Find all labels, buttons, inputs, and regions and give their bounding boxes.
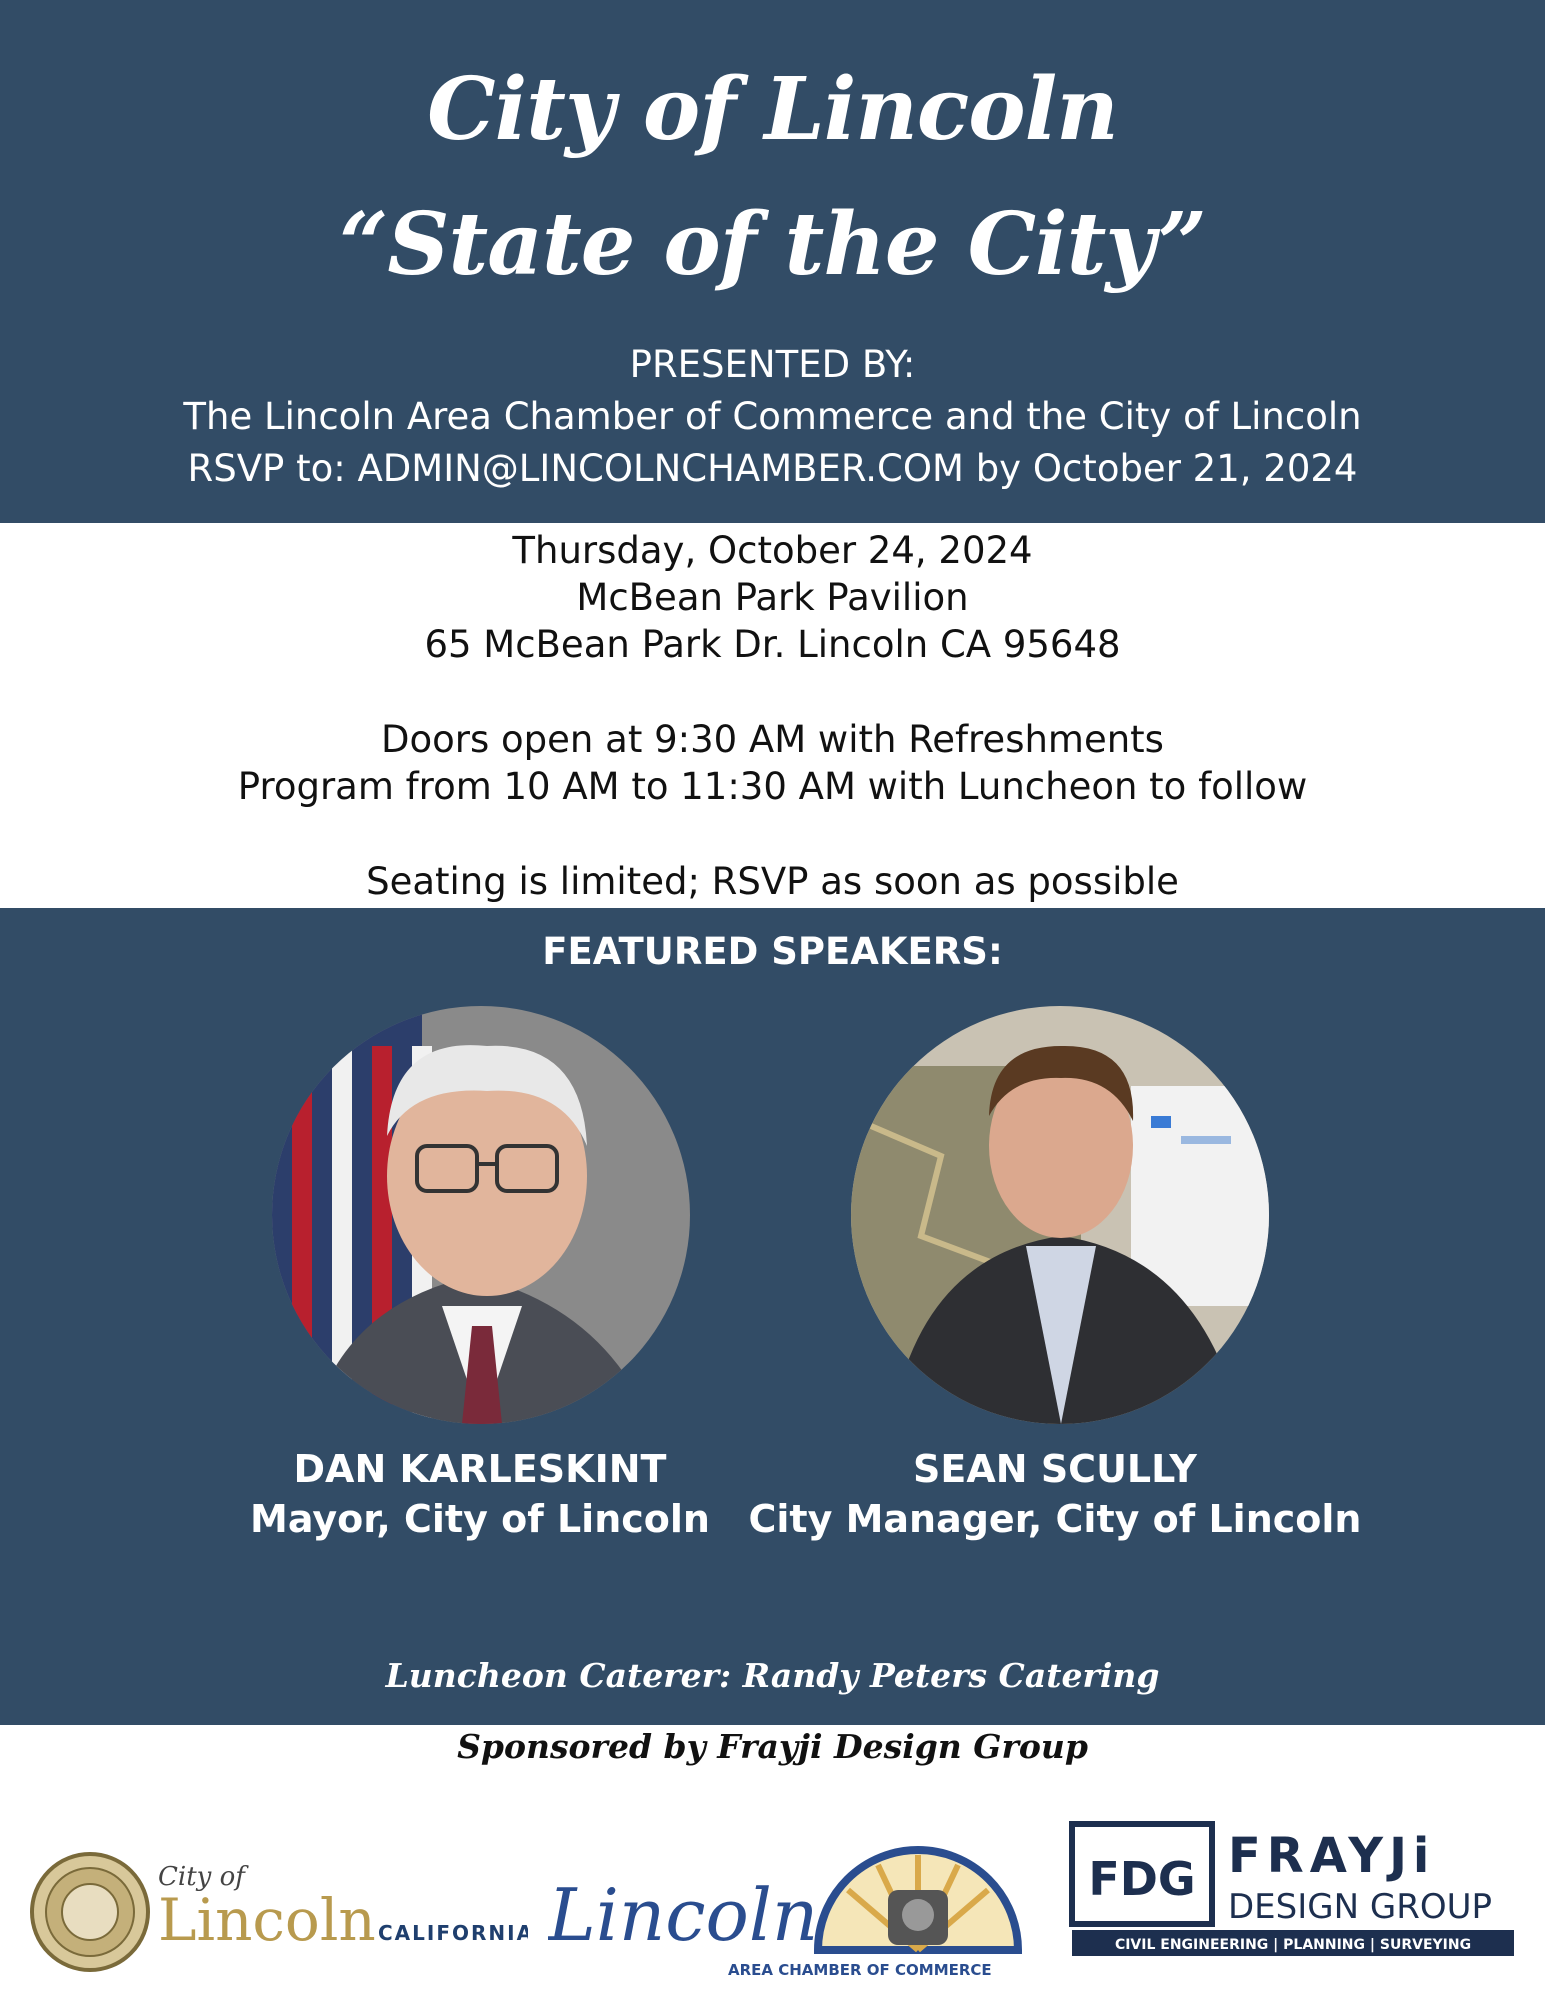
sponsor-line: Sponsored by Frayji Design Group bbox=[457, 1727, 1088, 1766]
city-of-lincoln-logo bbox=[28, 1840, 528, 1980]
city-logo-line3: CALIFORNIA bbox=[378, 1921, 528, 1945]
event-date: Thursday, October 24, 2024 bbox=[512, 529, 1033, 572]
frayji-name: FRAYJi bbox=[1228, 1828, 1436, 1884]
presented-by-label: PRESENTED BY: bbox=[629, 343, 916, 386]
city-logo-line2: Lincoln bbox=[158, 1886, 376, 1954]
speaker-photo-city-manager bbox=[851, 1006, 1269, 1424]
city-logo-line1: City of bbox=[158, 1862, 245, 1892]
event-title-line2: “State of the City” bbox=[338, 194, 1207, 295]
program-time: Program from 10 AM to 11:30 AM with Luncheon to follow bbox=[237, 765, 1308, 808]
frayji-design-group-logo bbox=[1068, 1820, 1518, 1960]
frayji-sub: DESIGN GROUP bbox=[1228, 1887, 1492, 1927]
frayji-tagline: CIVIL ENGINEERING | PLANNING | SURVEYING bbox=[1114, 1937, 1472, 1953]
seating-note: Seating is limited; RSVP as soon as possible bbox=[366, 860, 1179, 903]
speaker-photo-mayor bbox=[272, 1006, 690, 1424]
chamber-logo-name: Lincoln bbox=[548, 1873, 819, 1957]
speaker-name: SEAN SCULLY bbox=[913, 1447, 1197, 1491]
event-venue: McBean Park Pavilion bbox=[576, 576, 969, 619]
chamber-of-commerce-logo bbox=[548, 1820, 1028, 1980]
speaker-name: DAN KARLESKINT bbox=[293, 1447, 667, 1491]
doors-open: Doors open at 9:30 AM with Refreshments bbox=[381, 718, 1164, 761]
speaker-role: City Manager, City of Lincoln bbox=[748, 1497, 1362, 1541]
rsvp-line: RSVP to: ADMIN@LINCOLNCHAMBER.COM by October 21, 2024 bbox=[187, 447, 1358, 490]
speaker-mayor bbox=[180, 1444, 780, 1544]
frayji-mark: FDG bbox=[1088, 1852, 1196, 1906]
event-title-line1: City of Lincoln bbox=[427, 59, 1118, 160]
caterer-line: Luncheon Caterer: Randy Peters Catering bbox=[385, 1656, 1160, 1695]
event-address: 65 McBean Park Dr. Lincoln CA 95648 bbox=[424, 623, 1121, 666]
featured-speakers-heading: FEATURED SPEAKERS: bbox=[542, 930, 1003, 973]
speaker-city-manager bbox=[730, 1444, 1380, 1544]
chamber-logo-subtitle: AREA CHAMBER OF COMMERCE bbox=[728, 1961, 992, 1979]
speaker-role: Mayor, City of Lincoln bbox=[250, 1497, 710, 1541]
speakers-band bbox=[0, 908, 1545, 1725]
presenters: The Lincoln Area Chamber of Commerce and the City of Lincoln bbox=[183, 395, 1362, 438]
